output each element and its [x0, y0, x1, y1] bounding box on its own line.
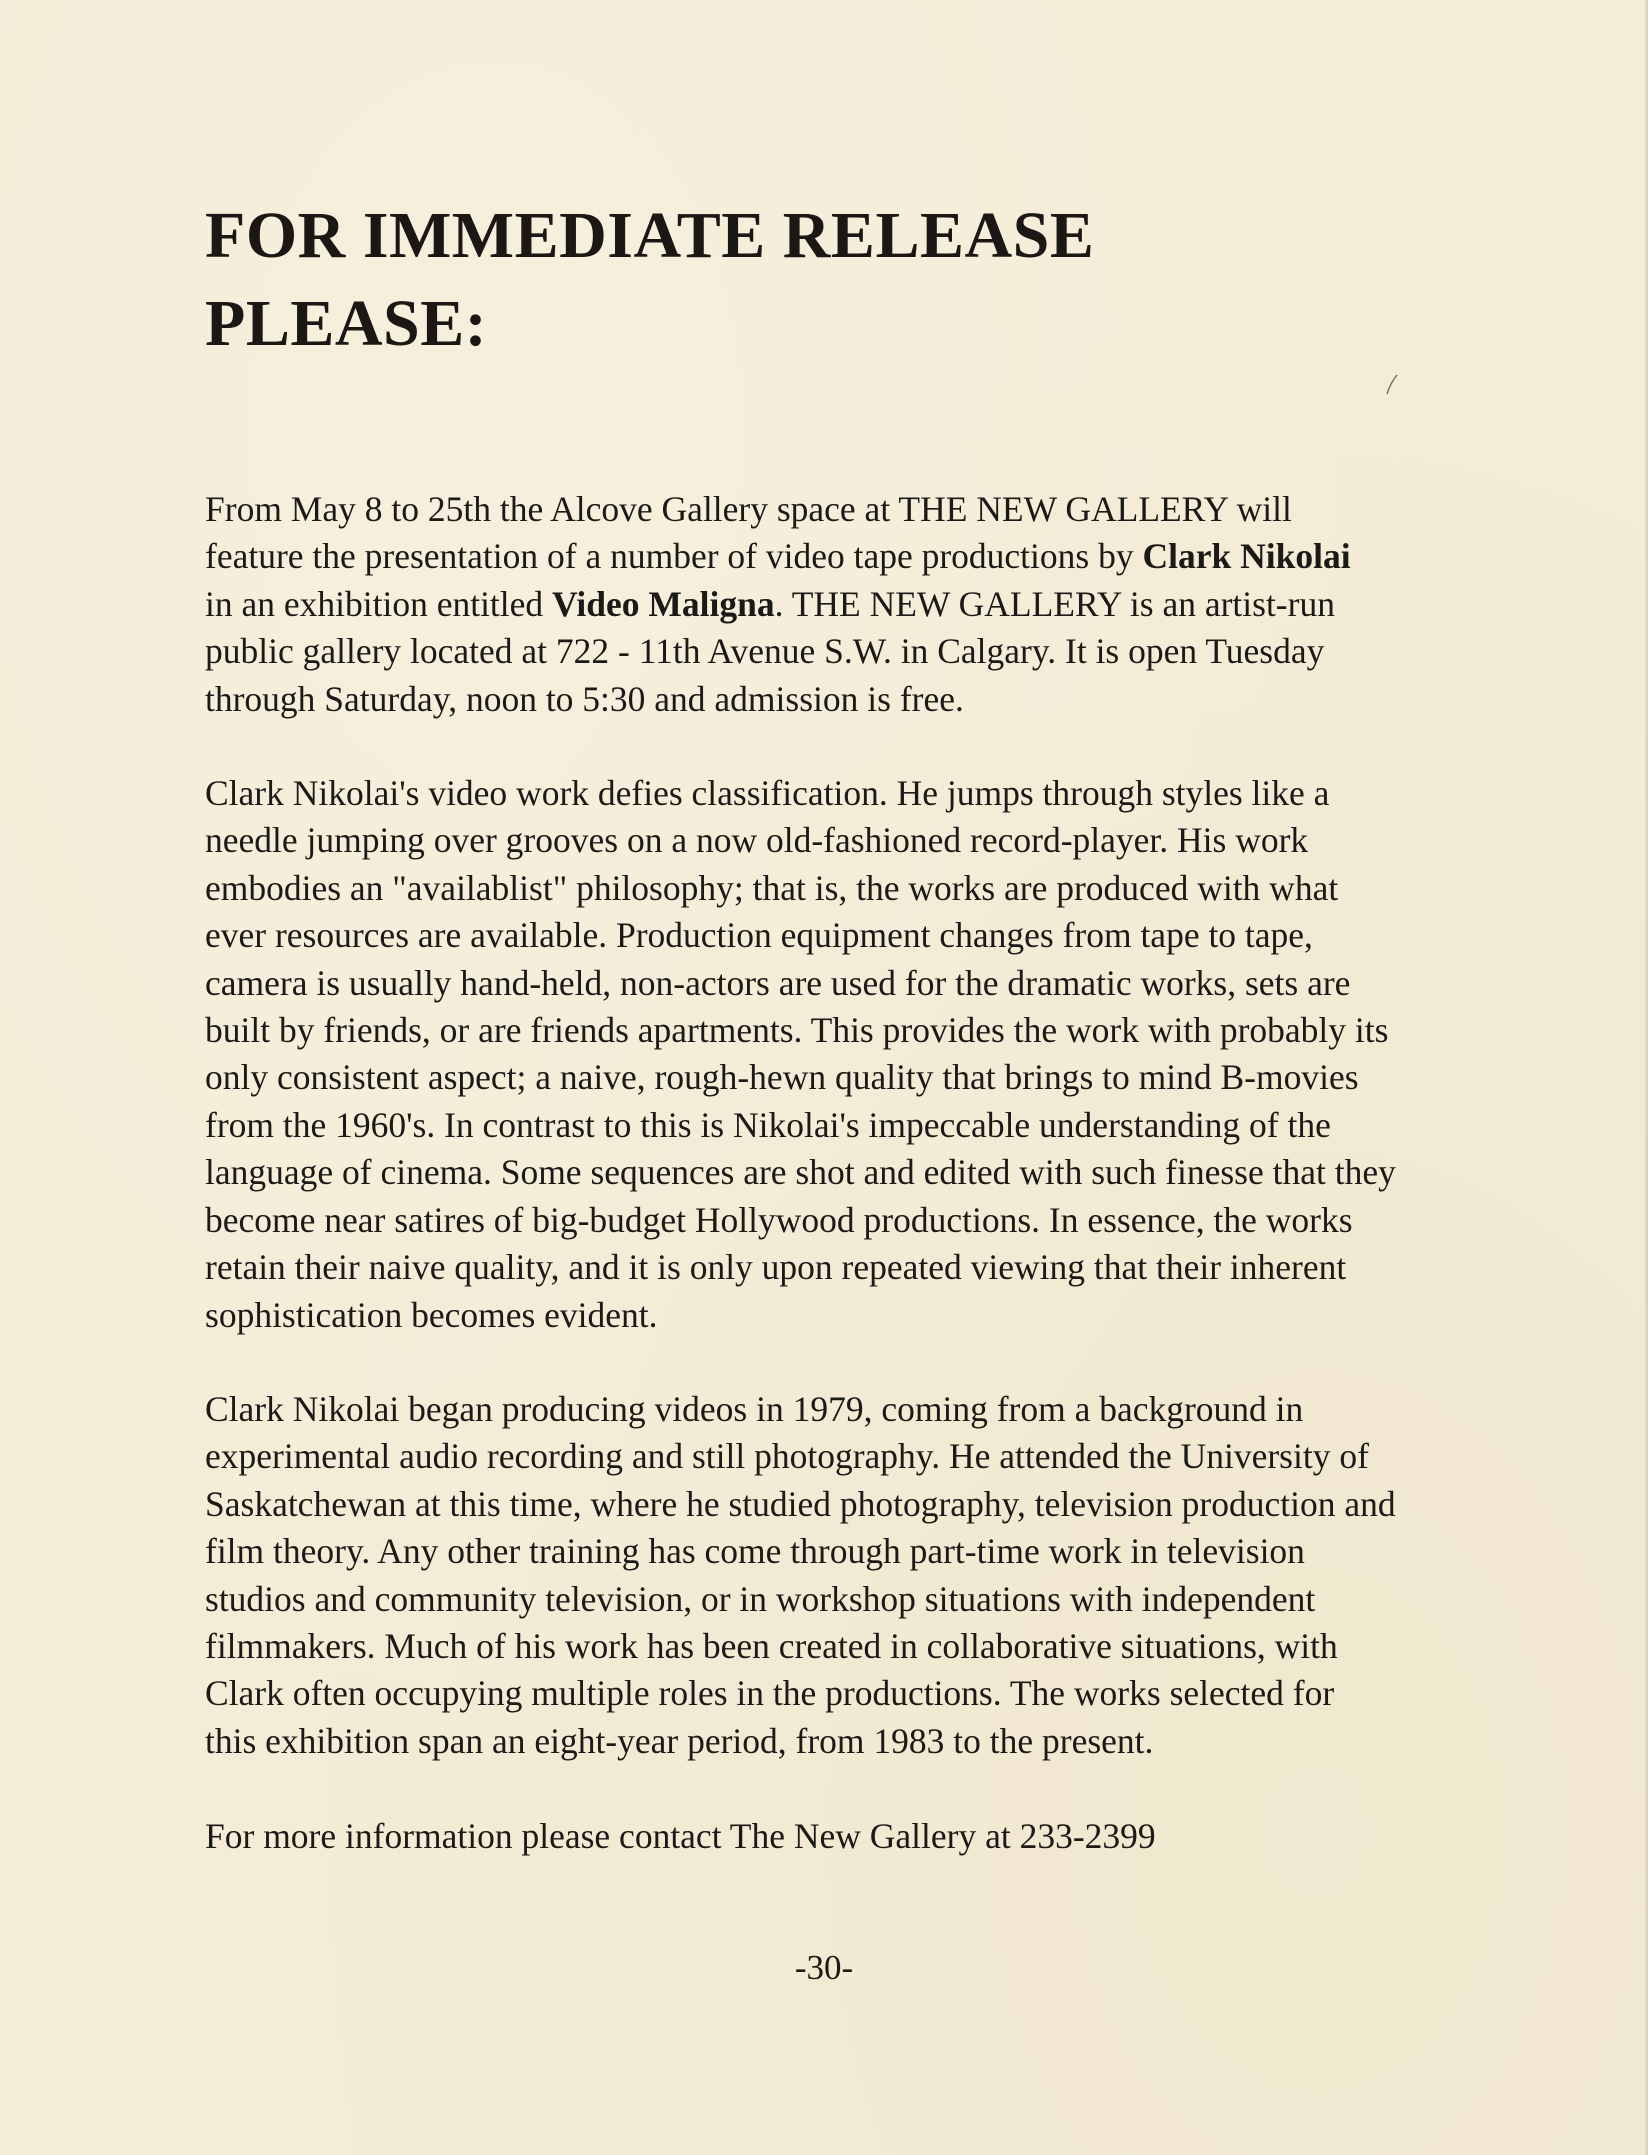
paragraph-exhibition-details — [205, 486, 1525, 723]
paragraph-line: experimental audio recording and still photography. He attended the University of — [205, 1436, 1369, 1477]
heading-line-1: FOR IMMEDIATE RELEASE — [205, 199, 1095, 272]
paragraph-line: Clark Nikolai's video work defies classification. He jumps through styles like a — [205, 773, 1330, 814]
paragraph-artist-background — [205, 1386, 1525, 1765]
paragraph-line: become near satires of big-budget Hollywood productions. In essence, the works — [205, 1199, 1353, 1240]
paragraph-line: studios and community television, or in workshop situations with independent — [205, 1578, 1316, 1619]
paragraph-line — [205, 581, 1525, 628]
paragraph-line: ever resources are available. Production equipment changes from tape to tape, — [205, 915, 1313, 956]
paragraph-line: this exhibition span an eight-year period, from 1983 to the present. — [205, 1720, 1154, 1761]
exhibition-title: Video Maligna — [552, 583, 775, 624]
paragraph-line: retain their naive quality, and it is only upon repeated viewing that their inherent — [205, 1247, 1347, 1288]
paragraph-line: only consistent aspect; a naive, rough-hewn quality that brings to mind B-movies — [205, 1057, 1359, 1098]
paragraph-line: through Saturday, noon to 5:30 and admission is free. — [205, 678, 964, 719]
paragraph-line: embodies an "availablist" philosophy; that is, the works are produced with what — [205, 867, 1339, 908]
release-body — [205, 486, 1525, 1861]
stray-pen-mark — [1385, 374, 1399, 396]
artist-name: Clark Nikolai — [1142, 536, 1351, 577]
text-segment: feature the presentation of a number of video tape productions by — [205, 536, 1143, 577]
page-number: -30- — [794, 1948, 854, 1987]
paragraph-line: language of cinema. Some sequences are shot and edited with such finesse that they — [205, 1152, 1396, 1193]
paragraph-line: from the 1960's. In contrast to this is Nikolai's impeccable understanding of the — [205, 1104, 1331, 1145]
heading-line-2: PLEASE: — [205, 287, 488, 360]
paragraph-line: built by friends, or are friends apartments. This provides the work with probably its — [205, 1010, 1389, 1051]
paragraph-line: film theory. Any other training has come through part-time work in television — [205, 1531, 1305, 1572]
contact-text: For more information please contact The New Gallery at 233-2399 — [205, 1816, 1156, 1857]
paragraph-line: camera is usually hand-held, non-actors are used for the dramatic works, sets are — [205, 962, 1351, 1003]
paragraph-line: public gallery located at 722 - 11th Avenue S.W. in Calgary. It is open Tuesday — [205, 631, 1325, 672]
text-segment: . THE NEW GALLERY is an artist-run — [774, 583, 1335, 624]
paragraph-artist-work — [205, 770, 1525, 1339]
paragraph-line: Clark often occupying multiple roles in the productions. The works selected for — [205, 1673, 1335, 1714]
paragraph-line: From May 8 to 25th the Alcove Gallery space at THE NEW GALLERY will — [205, 489, 1292, 529]
paragraph-line: sophistication becomes evident. — [205, 1294, 658, 1335]
page-edge-shadow — [1644, 0, 1648, 2155]
contact-line — [205, 1813, 1525, 1860]
paragraph-line: needle jumping over grooves on a now old-fashioned record-player. His work — [205, 820, 1309, 861]
paragraph-line — [205, 533, 1525, 580]
text-segment: in an exhibition entitled — [205, 583, 553, 624]
paragraph-line: Clark Nikolai began producing videos in 1979, coming from a background in — [205, 1388, 1304, 1429]
release-heading — [205, 192, 1405, 368]
paragraph-line: Saskatchewan at this time, where he studied photography, television production and — [205, 1483, 1396, 1524]
paragraph-line: filmmakers. Much of his work has been created in collaborative situations, with — [205, 1625, 1338, 1666]
